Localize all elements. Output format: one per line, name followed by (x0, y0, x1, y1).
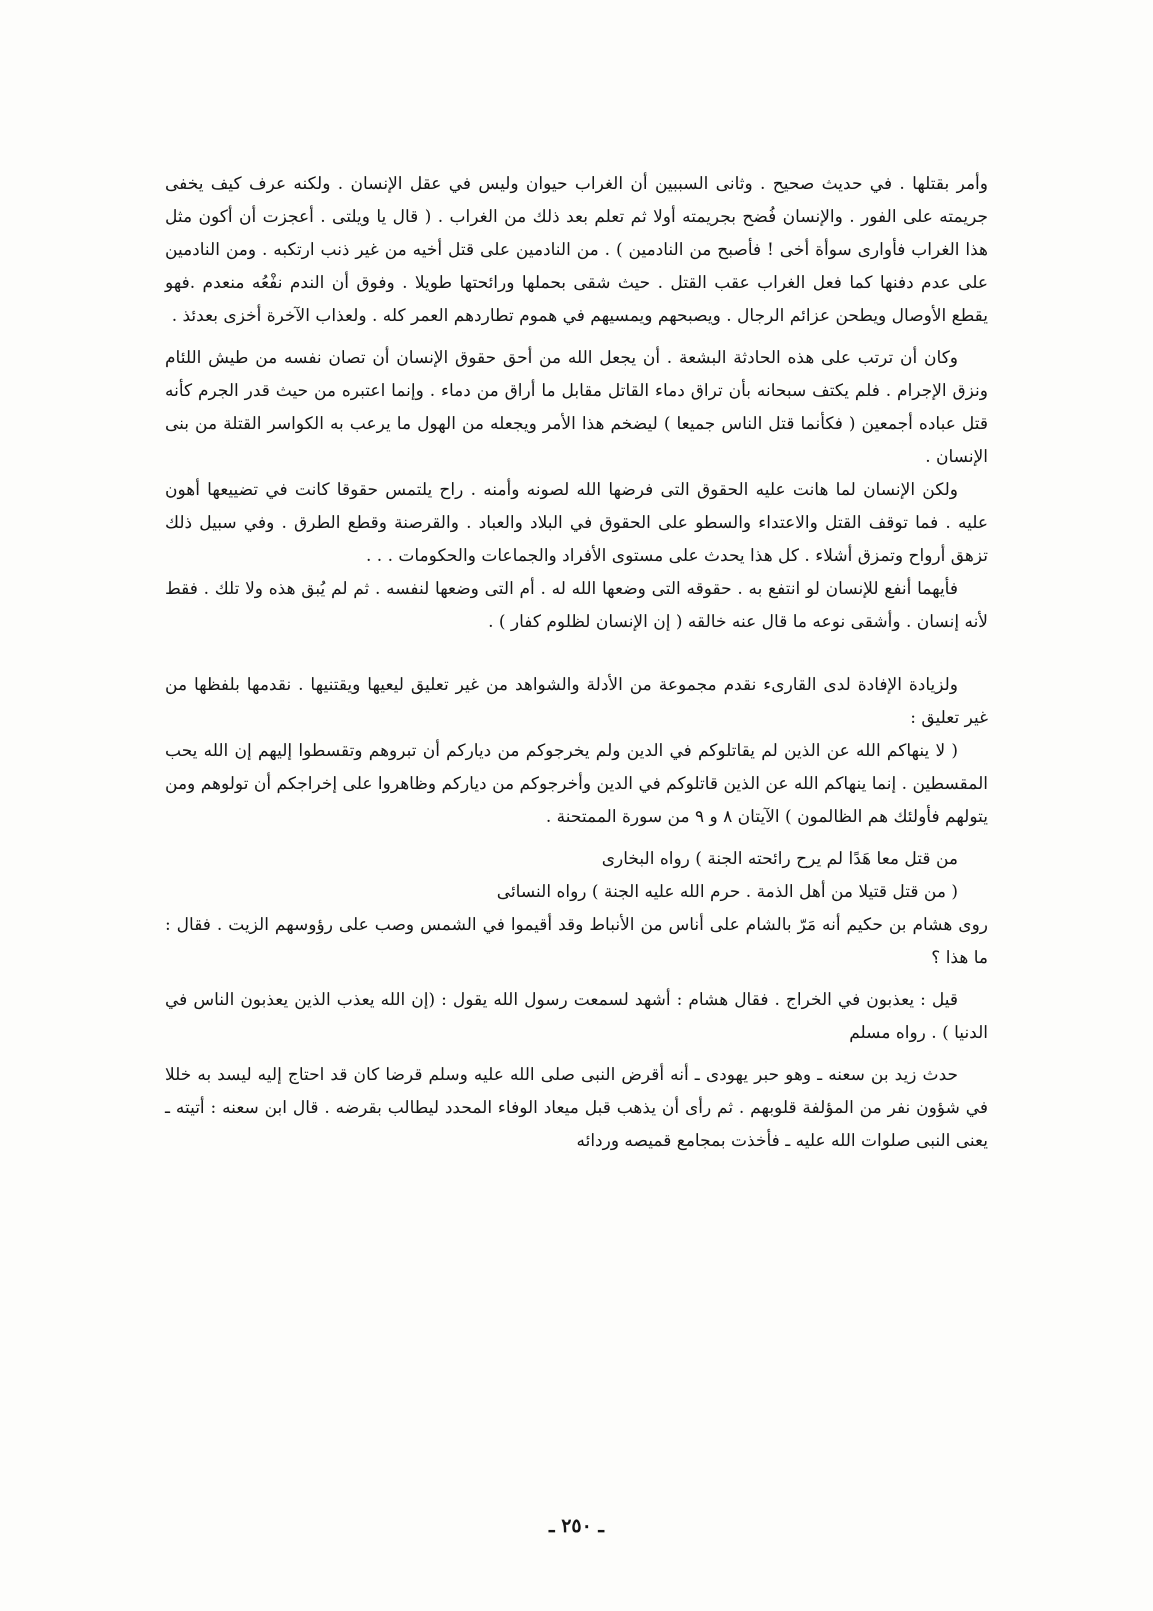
paragraph-sanctity-of-life: وكان أن ترتب على هذه الحادثة البشعة . أن يجعل الله من أحق حقوق الإنسان أن تصان نفسه من طيش اللئام ونزق الإجرام . فلم يكتف سبحانه بأن تراق دماء القاتل مقابل ما أراق من دماء . وإنما اعتبره من حيث قدر الجرم كأنه قتل عباده أجمعين ( فكأنما قتل الناس جميعا ) ليضخم هذا الأمر ويجعله من الهول ما يرعب به الكواسر القتلة من بنى الإنسان . (165, 348, 988, 467)
page-number: ـ ٢٥٠ ـ (549, 1515, 604, 1537)
page-body (165, 168, 988, 1158)
paragraph-crow-story: وأمر بقتلها . في حديث صحيح . وثانى السببين أن الغراب حيوان وليس في عقل الإنسان . ولكنه عرف كيف يخفى جريمته على الفور . والإنسان فُضح بجريمته أولا ثم تعلم بعد ذلك من الغراب . ( قال يا ويلتى . أعجزت أن أكون مثل هذا الغراب فأوارى سوأة أخى ! فأصبح من النادمين ) . من النادمين على قتل أخيه من غير ذنب ارتكبه . ومن النادمين على عدم دفنها كما فعل الغراب عقب القتل . حيث شقى بحملها ورائحتها طويلا . وفوق أن الندم نفْعُه منعدم .فهو يقطع الأوصال ويطحن عزائم الرجال . ويصبحهم ويمسيهم في هموم تطاردهم العمر كله . ولعذاب الآخرة أخزى بعدئذ . (165, 174, 988, 326)
paragraph-violated-rights: ولكن الإنسان لما هانت عليه الحقوق التى فرضها الله لصونه وأمنه . راح يلتمس حقوقا كانت في تضييعها أهون عليه . فما توقف القتل والاعتداء والسطو على الحقوق في البلاد والعباد . والقرصنة وقطع الطرق . وفي سبيل ذلك تزهق أرواح وتمزق أشلاء . كل هذا يحدث على مستوى الأفراد والجماعات والحكومات . . . (165, 480, 988, 566)
paragraph-hadith-bukhari: من قتل معا هَدًا لم يرح رائحته الجنة ) رواه البخارى (601, 849, 958, 869)
paragraph-evidence-intro: ولزيادة الإفادة لدى القارىء نقدم مجموعة من الأدلة والشواهد من غير تعليق ليعيها ويقتنيها . نقدمها بلفظها من غير تعليق : (165, 675, 988, 728)
paragraph-which-is-more-beneficial: فأيهما أنفع للإنسان لو انتفع به . حقوقه التى وضعها الله له . أم التى وضعها لنفسه . ثم لم يُبق هذه ولا تلك . فقط لأنه إنسان . وأشقى نوعه ما قال عنه خالقه ( إن الإنسان لظلوم كفار ) . (165, 579, 988, 632)
paragraph-hadith-nasai: ( من قتل قتيلا من أهل الذمة . حرم الله عليه الجنة ) رواه النسائى (496, 882, 958, 902)
paragraph-hisham-narration: روى هشام بن حكيم أنه مَرّ بالشام على أناس من الأنباط وقد أقيموا في الشمس وصب على رؤوسهم الزيت . فقال : ما هذا ؟ (165, 915, 988, 968)
paragraph-quran-verses: ( لا ينهاكم الله عن الذين لم يقاتلوكم في الدين ولم يخرجوكم من دياركم أن تبروهم وتقسطوا إليهم إن الله يحب المقسطين . إنما ينهاكم الله عن الذين قاتلوكم في الدين وأخرجوكم من دياركم وظاهروا على إخراجكم أن تولوهم ومن يتولهم فأولئك هم الظالمون ) الآيتان ٨ و ٩ من سورة الممتحنة . (165, 741, 989, 827)
paragraph-hadith-muslim: قيل : يعذبون في الخراج . فقال هشام : أشهد لسمعت رسول الله يقول : (إن الله يعذب الذين يعذبون الناس في الدنيا ) . رواه مسلم (165, 990, 988, 1043)
paragraph-zayd-story: حدث زيد بن سعنه ـ وهو حبر يهودى ـ أنه أقرض النبى صلى الله عليه وسلم قرضا كان قد احتاج إليه ليسد به خللا في شؤون نفر من المؤلفة قلوبهم . ثم رأى أن يذهب قبل ميعاد الوفاء المحدد ليطالب بقرضه . قال ابن سعنه : أتيته ـ يعنى النبى صلوات الله عليه ـ فأخذت بمجامع قميصه وردائه (165, 1065, 988, 1151)
